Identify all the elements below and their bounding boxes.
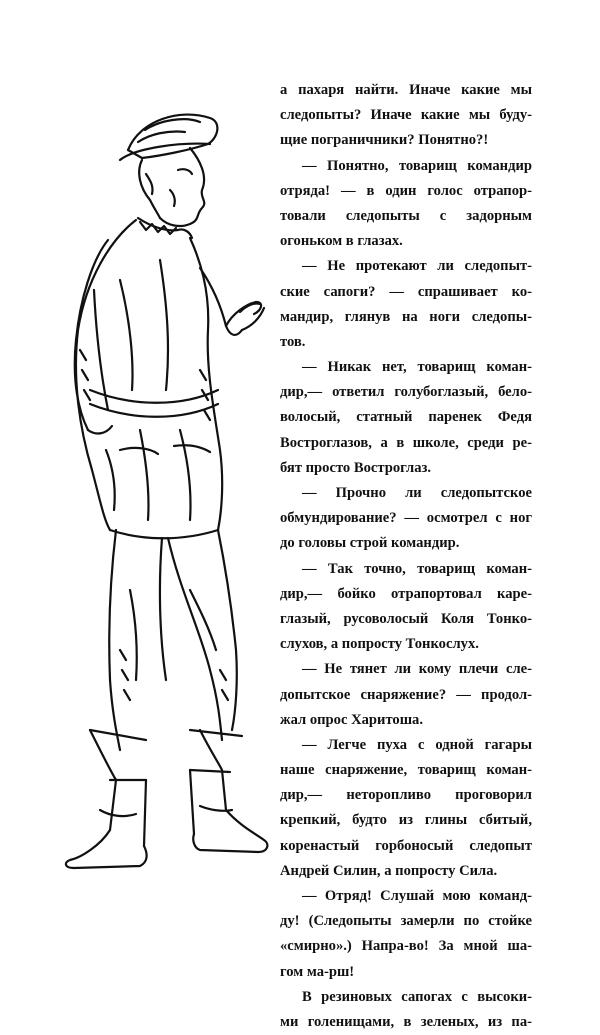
- text-line: обмундирование? — осмотрел с ног: [280, 510, 532, 527]
- text-line: — Не протекают ли следопыт-: [302, 258, 532, 275]
- text-line: — Никак нет, товарищ коман-: [302, 359, 532, 376]
- text-line: следопыты? Иначе какие мы буду-: [280, 107, 532, 124]
- text-line: слухов, а попросту Тонкослух.: [280, 636, 479, 653]
- text-line: коренастый горбоносый следопыт: [280, 837, 532, 854]
- text-line: волосый, статный паренек Федя: [280, 409, 532, 426]
- text-line: до головы строй командир.: [280, 535, 460, 552]
- text-line: крепкий, будто из глины сбитый,: [280, 812, 532, 829]
- text-line: глазый, русоволосый Коля Тонко-: [280, 610, 532, 627]
- text-line: ми голенищами, в зеленых, из па-: [280, 1013, 532, 1030]
- text-line: товали следопыты с задорным: [280, 207, 532, 224]
- text-line: щие пограничники? Понятно?!: [280, 132, 489, 149]
- text-line: огоньком в глазах.: [280, 233, 403, 250]
- illustration-boy: [50, 90, 272, 870]
- text-line: «смирно».) Напра-во! За мной ша-: [280, 938, 532, 955]
- text-line: дир,— ответил голубоглазый, бело-: [280, 384, 532, 401]
- text-line: тов.: [280, 333, 306, 350]
- text-line: наше снаряжение, товарищ коман-: [280, 762, 532, 779]
- text-column: [280, 78, 532, 1035]
- text-line: отряда! — в один голос отрапор-: [280, 182, 532, 199]
- text-line: Востроглазов, а в школе, среди ре-: [280, 434, 532, 451]
- text-line: бят просто Востроглаз.: [280, 459, 432, 476]
- text-line: ские сапоги? — спрашивает ко-: [280, 283, 532, 300]
- text-line: мандир, глянув на ноги следопы-: [280, 308, 532, 325]
- text-line: гом ма-рш!: [280, 963, 355, 980]
- text-line: — Понятно, товарищ командир: [302, 157, 532, 174]
- text-line: Андрей Силин, а попросту Сила.: [280, 862, 498, 879]
- text-line: а пахаря найти. Иначе какие мы: [280, 82, 532, 98]
- text-line: жал опрос Харитоша.: [280, 711, 423, 728]
- text-line: — Не тянет ли кому плечи сле-: [302, 661, 532, 678]
- text-line: — Так точно, товарищ коман-: [302, 560, 532, 577]
- text-line: — Прочно ли следопытское: [302, 485, 532, 501]
- text-line: дир,— неторопливо проговорил: [280, 787, 532, 804]
- text-line: — Отряд! Слушай мою команд-: [302, 888, 532, 904]
- text-line: допытское снаряжение? — продол-: [280, 686, 532, 703]
- boy-drawing-icon: [50, 90, 272, 870]
- text-line: дир,— бойко отрапортовал каре-: [280, 585, 532, 602]
- text-line: — Легче пуха с одной гагары: [302, 736, 532, 753]
- text-line: ду! (Следопыты замерли по стойке: [280, 913, 532, 930]
- text-line: В резиновых сапогах с высоки-: [302, 988, 532, 1005]
